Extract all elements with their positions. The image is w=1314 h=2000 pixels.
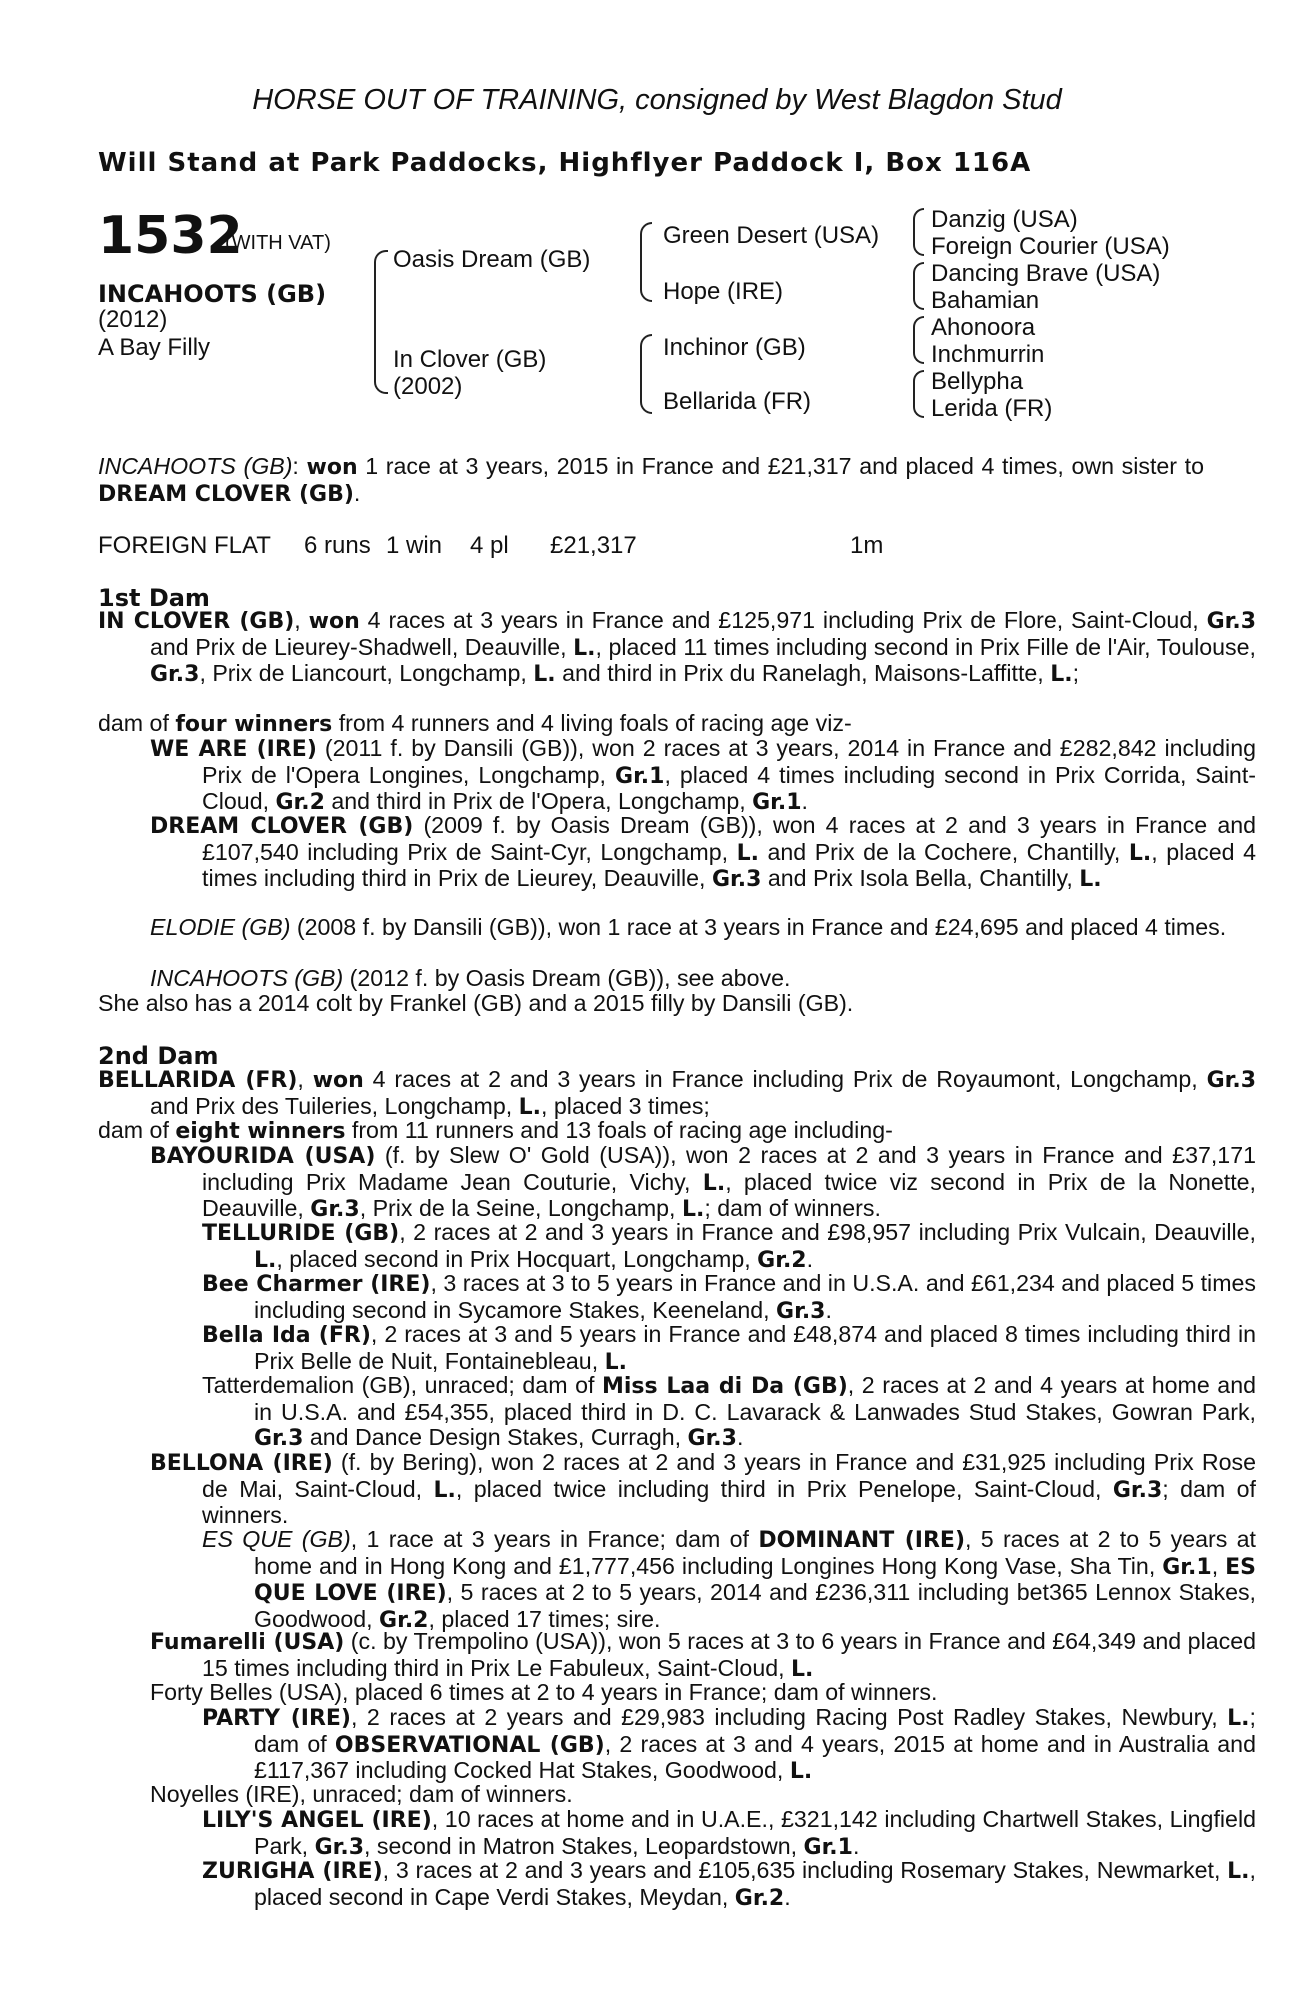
vat-note: (WITH VAT) (225, 232, 331, 254)
first-dam-other-foals: She also has a 2014 colt by Frankel (GB) and a 2015 filly by Dansili (GB). (98, 990, 854, 1016)
produce-elodie: ELODIE (GB) (2008 f. by Dansili (GB)), won 1 race at 3 years in France and £24,695 and placed 4 times. (150, 914, 1227, 940)
pedigree-brace-dam (640, 334, 652, 414)
form-placed: 4 pl (470, 532, 509, 559)
dam-year: (2002) (393, 373, 463, 400)
location-line: Will Stand at Park Paddocks, Highflyer Paddock I, Box 116A (98, 148, 1032, 178)
pedigree-brace-gg1 (913, 208, 924, 256)
great-grandparent-4: Bahamian (931, 287, 1040, 314)
produce-party: PARTY (IRE), 2 races at 2 years and £29,983 including Racing Post Radley Stakes, Newbury, L.; dam of OBSERVATIONAL (GB), 2 races at 3 and 4 years, 2015 at home and in Australia and £117,367 including Cocked Hat Stakes, Goodwood, L. (202, 1704, 1256, 1785)
lot-number: 1532 (98, 206, 243, 266)
first-dam-record: IN CLOVER (GB), won 4 races at 3 years in France and £125,971 including Prix de Flore, Saint-Cloud, Gr.3 and Prix de Lieurey-Shadwell, Deauville, L., placed 11 times including second in Prix Fille de l'Air, Toulouse, Gr.3, Prix de Liancourt, Longchamp, L. and third in Prix du Ranelagh, Maisons-Laffitte, L.; (98, 607, 1256, 688)
produce-bayourida: BAYOURIDA (USA) (f. by Slew O' Gold (USA)), won 2 races at 2 and 3 years in France and £37,171 including Prix Madame Jean Couturie, Vichy, L., placed twice viz second in Prix de la Nonette, Deauville, Gr.3, Prix de la Seine, Longchamp, L.; dam of winners. (150, 1142, 1256, 1223)
form-distance: 1m (850, 532, 884, 559)
form-label: FOREIGN FLAT (98, 532, 271, 559)
produce-tatterdemalion: Tatterdemalion (GB), unraced; dam of Miss Laa di Da (GB), 2 races at 2 and 4 years at home and in U.S.A. and £54,355, placed third in D. C. Lavarack & Lanwades Stud Stakes, Gowran Park, Gr.3 and Dance Design Stakes, Curragh, Gr.3. (202, 1372, 1256, 1452)
pedigree-brace-gg4 (913, 370, 924, 418)
produce-es-que: ES QUE (GB), 1 race at 3 years in France; dam of DOMINANT (IRE), 5 races at 2 to 5 years at home and in Hong Kong and £1,777,456 including Longines Hong Kong Vase, Sha Tin, Gr.1, ES QUE LOVE (IRE), 5 races at 2 to 5 years, 2014 and £236,311 including bet365 Lennox Stakes, Goodwood, Gr.2, placed 17 times; sire. (202, 1526, 1257, 1633)
pedigree-brace-sire (640, 222, 652, 302)
produce-bellona: BELLONA (IRE) (f. by Bering), won 2 races at 2 and 3 years in France and £31,925 including Prix Rose de Mai, Saint-Cloud, L., placed twice including third in Prix Penelope, Saint-Cloud, Gr.3; dam of winners. (150, 1449, 1256, 1529)
horse-summary: INCAHOOTS (GB): won 1 race at 3 years, 2015 in France and £21,317 and placed 4 times, own sister to DREAM CLOVER (GB). (98, 453, 1204, 507)
first-dam-produce-summary: dam of four winners from 4 runners and 4 living foals of racing age viz- (98, 710, 852, 737)
grandparent-2: Hope (IRE) (663, 278, 784, 305)
grandparent-4: Bellarida (FR) (663, 388, 812, 415)
produce-telluride: TELLURIDE (GB), 2 races at 2 and 3 years in France and £98,957 including Prix Vulcain, Deauville, L., placed second in Prix Hocquart, Longchamp, Gr.2. (202, 1219, 1256, 1273)
horse-description: A Bay Filly (98, 334, 211, 361)
great-grandparent-6: Inchmurrin (931, 341, 1045, 368)
dam-name: In Clover (GB) (393, 346, 547, 373)
form-wins: 1 win (386, 532, 443, 559)
great-grandparent-3: Dancing Brave (USA) (931, 260, 1161, 287)
form-earnings: £21,317 (550, 532, 637, 559)
pedigree-brace-gg2 (913, 262, 924, 310)
produce-forty-belles: Forty Belles (USA), placed 6 times at 2 to 4 years in France; dam of winners. (150, 1679, 938, 1705)
produce-noyelles: Noyelles (IRE), unraced; dam of winners. (150, 1781, 573, 1807)
produce-zurigha: ZURIGHA (IRE), 3 races at 2 and 3 years and £105,635 including Rosemary Stakes, Newmarket, L., placed second in Cape Verdi Stakes, Meydan, Gr.2. (202, 1857, 1256, 1911)
second-dam-record: BELLARIDA (FR), won 4 races at 2 and 3 years in France including Prix de Royaumont, Longchamp, Gr.3 and Prix des Tuileries, Longchamp, L., placed 3 times; (98, 1066, 1256, 1120)
produce-fumarelli: Fumarelli (USA) (c. by Trempolino (USA)), won 5 races at 3 to 6 years in France and £64,349 and placed 15 times including third in Prix Le Fabuleux, Saint-Cloud, L. (150, 1628, 1257, 1682)
second-dam-produce-summary: dam of eight winners from 11 runners and 13 foals of racing age including- (98, 1117, 893, 1144)
grandparent-1: Green Desert (USA) (663, 222, 880, 249)
great-grandparent-7: Bellypha (931, 368, 1024, 395)
produce-incahoots: INCAHOOTS (GB) (2012 f. by Oasis Dream (GB)), see above. (150, 965, 791, 991)
form-runs: 6 runs (304, 532, 371, 559)
horse-name: INCAHOOTS (GB) (98, 280, 327, 308)
first-dam-heading: 1st Dam (98, 584, 210, 612)
produce-dream-clover: DREAM CLOVER (GB) (2009 f. by Oasis Dream (GB)), won 4 races at 2 and 3 years in France and £107,540 including Prix de Saint-Cyr, Longchamp, L. and Prix de la Cochere, Chantilly, L., placed 4 times including third in Prix de Lieurey, Deauville, Gr.3 and Prix Isola Bella, Chantilly, L. (150, 812, 1257, 893)
great-grandparent-8: Lerida (FR) (931, 395, 1053, 422)
produce-bee-charmer: Bee Charmer (IRE), 3 races at 3 to 5 years in France and in U.S.A. and £61,234 and placed 5 times including second in Sycamore Stakes, Keeneland, Gr.3. (202, 1270, 1257, 1324)
great-grandparent-1: Danzig (USA) (931, 206, 1078, 233)
pedigree-brace-main (374, 250, 388, 394)
great-grandparent-2: Foreign Courier (USA) (931, 233, 1170, 260)
produce-we-are: WE ARE (IRE) (2011 f. by Dansili (GB)), won 2 races at 3 years, 2014 in France and £282,842 including Prix de l'Opera Longines, Longchamp, Gr.1, placed 4 times including second in Prix Corrida, Saint-Cloud, Gr.2 and third in Prix de l'Opera, Longchamp, Gr.1. (150, 735, 1257, 816)
great-grandparent-5: Ahonoora (931, 314, 1036, 341)
second-dam-heading: 2nd Dam (98, 1042, 219, 1070)
catalogue-header: HORSE OUT OF TRAINING, consigned by West Blagdon Stud (252, 84, 1062, 116)
foaling-year: (2012) (98, 306, 168, 333)
pedigree-brace-gg3 (913, 316, 924, 364)
produce-lilys-angel: LILY'S ANGEL (IRE), 10 races at home and in U.A.E., £321,142 including Chartwell Stakes, Lingfield Park, Gr.3, second in Matron Stakes, Leopardstown, Gr.1. (202, 1806, 1256, 1860)
sire-name: Oasis Dream (GB) (393, 246, 591, 273)
grandparent-3: Inchinor (GB) (663, 334, 806, 361)
produce-bella-ida: Bella Ida (FR), 2 races at 3 and 5 years in France and £48,874 and placed 8 times including third in Prix Belle de Nuit, Fontainebleau, L. (202, 1321, 1256, 1375)
